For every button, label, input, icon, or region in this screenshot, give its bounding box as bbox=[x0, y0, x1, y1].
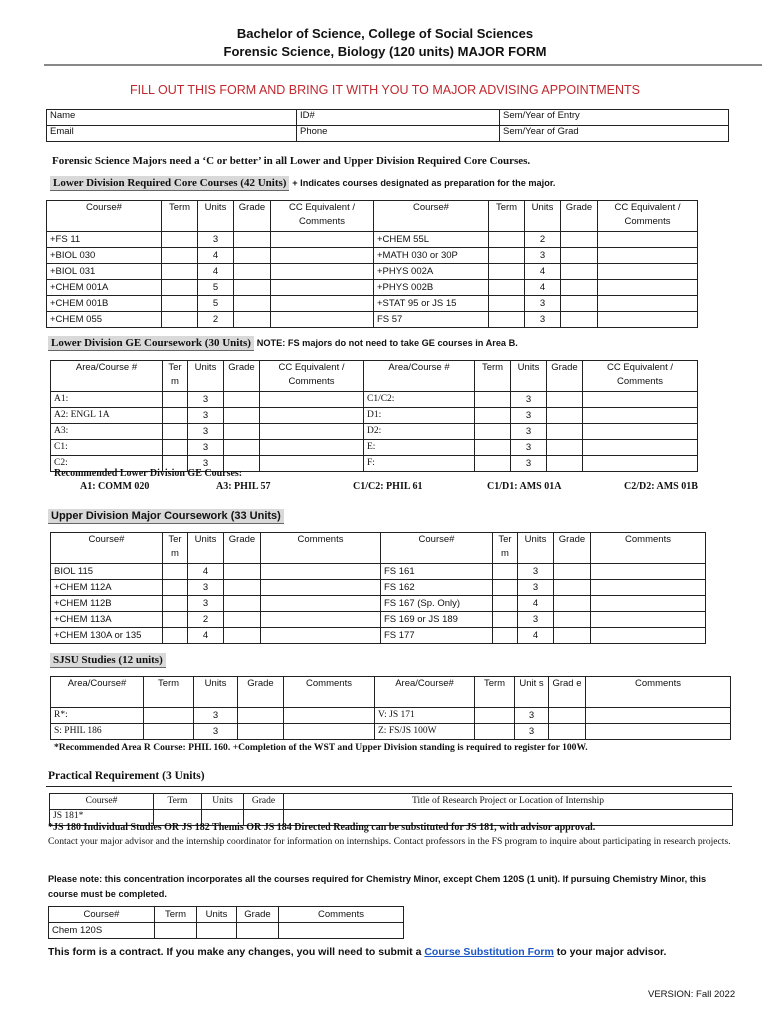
term-cell[interactable] bbox=[162, 296, 198, 312]
term-cell[interactable] bbox=[162, 312, 198, 328]
term-cell[interactable] bbox=[475, 440, 511, 456]
col-header: Term bbox=[144, 677, 194, 708]
term-cell[interactable] bbox=[489, 232, 525, 248]
comments-cell[interactable] bbox=[591, 596, 706, 612]
col-header: Course# bbox=[47, 201, 162, 232]
units-cell: 3 bbox=[515, 724, 549, 740]
course-cell: R*: bbox=[51, 708, 144, 724]
grade-cell[interactable] bbox=[238, 708, 284, 724]
col-header: Title of Research Project or Location of Internship bbox=[284, 794, 733, 810]
contract-text: This form is a contract. If you make any changes, you will need to submit a bbox=[48, 946, 425, 958]
grade-cell[interactable] bbox=[547, 408, 583, 424]
comments-cell[interactable] bbox=[583, 424, 698, 440]
comments-cell[interactable] bbox=[591, 580, 706, 596]
term-cell[interactable] bbox=[163, 564, 188, 580]
units-cell: 3 bbox=[525, 296, 561, 312]
grade-cell[interactable] bbox=[554, 628, 591, 644]
course-cell: A3: bbox=[51, 424, 163, 440]
course-cell: +STAT 95 or JS 15 bbox=[374, 296, 489, 312]
course-cell: +BIOL 030 bbox=[47, 248, 162, 264]
units-cell: 3 bbox=[518, 580, 554, 596]
col-header: Units bbox=[197, 907, 237, 923]
term-cell[interactable] bbox=[162, 280, 198, 296]
col-header: Course# bbox=[51, 533, 163, 564]
units-cell[interactable] bbox=[197, 923, 237, 939]
units-cell: 3 bbox=[511, 408, 547, 424]
comments-cell[interactable] bbox=[591, 612, 706, 628]
col-header: Course# bbox=[381, 533, 493, 564]
col-header: Comments bbox=[279, 907, 404, 923]
term-cell[interactable] bbox=[163, 580, 188, 596]
lower-ge-heading bbox=[48, 337, 518, 349]
course-cell: A1: bbox=[51, 392, 163, 408]
grade-cell[interactable] bbox=[234, 232, 271, 248]
grade-cell[interactable] bbox=[238, 724, 284, 740]
grade-cell[interactable] bbox=[554, 612, 591, 628]
term-cell[interactable] bbox=[475, 724, 515, 740]
col-header: Units bbox=[198, 201, 234, 232]
upper-division-table bbox=[50, 532, 706, 644]
ge-area-b-note: NOTE: FS majors do not need to take GE courses in Area B. bbox=[256, 338, 518, 348]
term-cell[interactable] bbox=[489, 312, 525, 328]
term-cell[interactable] bbox=[163, 628, 188, 644]
term-cell[interactable] bbox=[144, 724, 194, 740]
instruction-banner: FILL OUT THIS FORM AND BRING IT WITH YOU TO MAJOR ADVISING APPOINTMENTS bbox=[129, 83, 641, 97]
grade-cell[interactable] bbox=[547, 440, 583, 456]
term-cell[interactable] bbox=[475, 408, 511, 424]
col-header: Term bbox=[475, 361, 511, 392]
grade-cell[interactable] bbox=[547, 424, 583, 440]
units-cell: 3 bbox=[525, 248, 561, 264]
grade-cell[interactable] bbox=[234, 280, 271, 296]
units-cell: 3 bbox=[515, 708, 549, 724]
sem-grad-field[interactable]: Sem/Year of Grad bbox=[500, 126, 729, 142]
units-cell: 3 bbox=[188, 456, 224, 472]
units-cell: 3 bbox=[188, 440, 224, 456]
comments-cell[interactable] bbox=[598, 248, 698, 264]
course-cell: FS 177 bbox=[381, 628, 493, 644]
course-cell: +CHEM 113A bbox=[51, 612, 163, 628]
col-header: CC Equivalent / Comments bbox=[260, 361, 364, 392]
practical-divider bbox=[46, 786, 732, 787]
comments-cell[interactable] bbox=[261, 564, 381, 580]
col-header: Term bbox=[155, 907, 197, 923]
prep-note: + Indicates courses designated as preparation for the major. bbox=[292, 178, 556, 188]
col-header: Course# bbox=[49, 907, 155, 923]
chem-minor-note: Please note: this concentration incorporates all the courses required for Chemistry Minor, except Chem 120S (1 unit). If pursuing Chemistry Minor, this course must be completed. bbox=[48, 874, 707, 899]
col-header: CC Equivalent / Comments bbox=[583, 361, 698, 392]
col-header: Grade bbox=[234, 201, 271, 232]
col-header: Grade bbox=[561, 201, 598, 232]
units-cell: 4 bbox=[198, 264, 234, 280]
units-cell: 2 bbox=[188, 612, 224, 628]
recommended-c2d2: C2/D2: AMS 01B bbox=[624, 481, 698, 492]
col-header: Course# bbox=[374, 201, 489, 232]
col-header: CC Equivalent / Comments bbox=[598, 201, 698, 232]
course-cell: +CHEM 112A bbox=[51, 580, 163, 596]
term-cell[interactable] bbox=[493, 612, 518, 628]
col-header: Comments bbox=[284, 677, 375, 708]
course-cell: Chem 120S bbox=[49, 923, 155, 939]
recommended-a3: A3: PHIL 57 bbox=[216, 481, 271, 492]
comments-cell[interactable] bbox=[271, 296, 374, 312]
comments-cell[interactable] bbox=[271, 280, 374, 296]
units-cell: 3 bbox=[511, 456, 547, 472]
course-cell: D2: bbox=[364, 424, 475, 440]
lower-core-heading bbox=[50, 177, 555, 189]
units-cell: 4 bbox=[525, 264, 561, 280]
comments-cell[interactable] bbox=[583, 440, 698, 456]
units-cell: 4 bbox=[188, 564, 224, 580]
name-field[interactable]: Name bbox=[47, 110, 297, 126]
grade-cell[interactable] bbox=[234, 296, 271, 312]
comments-cell[interactable] bbox=[271, 232, 374, 248]
col-header: Term bbox=[154, 794, 202, 810]
units-cell: 3 bbox=[511, 440, 547, 456]
col-header: Course# bbox=[50, 794, 154, 810]
grade-cell[interactable] bbox=[224, 628, 261, 644]
units-cell: 4 bbox=[518, 596, 554, 612]
units-cell: 3 bbox=[198, 232, 234, 248]
comments-cell[interactable] bbox=[598, 280, 698, 296]
course-cell: +CHEM 001B bbox=[47, 296, 162, 312]
course-substitution-link[interactable]: Course Substitution Form bbox=[424, 946, 554, 958]
comments-cell[interactable] bbox=[271, 312, 374, 328]
term-cell[interactable] bbox=[162, 232, 198, 248]
col-header: Unit s bbox=[515, 677, 549, 708]
comments-cell[interactable] bbox=[271, 264, 374, 280]
section-title: Lower Division Required Core Courses (42 Units) bbox=[50, 176, 289, 191]
course-cell: FS 167 (Sp. Only) bbox=[381, 596, 493, 612]
comments-cell[interactable] bbox=[598, 312, 698, 328]
grade-cell[interactable] bbox=[561, 264, 598, 280]
grade-cell[interactable] bbox=[561, 248, 598, 264]
comments-cell[interactable] bbox=[260, 440, 364, 456]
course-cell: +CHEM 001A bbox=[47, 280, 162, 296]
email-field[interactable]: Email bbox=[47, 126, 297, 142]
comments-cell[interactable] bbox=[261, 580, 381, 596]
units-cell: 3 bbox=[518, 564, 554, 580]
comments-cell[interactable] bbox=[271, 248, 374, 264]
comments-cell[interactable] bbox=[261, 628, 381, 644]
comments-cell[interactable] bbox=[598, 232, 698, 248]
header-divider bbox=[44, 64, 762, 66]
term-cell[interactable] bbox=[163, 612, 188, 628]
col-header: Grade bbox=[237, 907, 279, 923]
units-cell: 3 bbox=[188, 424, 224, 440]
comments-cell[interactable] bbox=[261, 596, 381, 612]
practical-contact-note: Contact your major advisor and the internship coordinator for information on internships. Contact professors in the FS program to inquire about participating in research projects. bbox=[48, 836, 731, 847]
course-cell: C2: bbox=[51, 456, 163, 472]
contract-text-end: to your major advisor. bbox=[553, 946, 667, 958]
grade-cell[interactable] bbox=[224, 408, 260, 424]
col-header: Grade bbox=[224, 533, 261, 564]
col-header: Area/Course # bbox=[364, 361, 475, 392]
grade-cell[interactable] bbox=[224, 440, 260, 456]
contract-statement bbox=[48, 946, 666, 958]
col-header: Units bbox=[511, 361, 547, 392]
grade-cell[interactable] bbox=[549, 724, 586, 740]
comments-cell[interactable] bbox=[279, 923, 404, 939]
term-cell[interactable] bbox=[163, 440, 188, 456]
grade-cell[interactable] bbox=[561, 312, 598, 328]
grade-cell[interactable] bbox=[561, 296, 598, 312]
form-title-line2: Forensic Science, Biology (120 units) MAJOR FORM bbox=[223, 44, 547, 59]
term-cell[interactable] bbox=[163, 424, 188, 440]
col-header: Ter m bbox=[163, 361, 188, 392]
comments-cell[interactable] bbox=[284, 724, 375, 740]
comments-cell[interactable] bbox=[261, 612, 381, 628]
comments-cell[interactable] bbox=[260, 408, 364, 424]
col-header: Units bbox=[188, 361, 224, 392]
course-cell: Z: FS/JS 100W bbox=[375, 724, 475, 740]
col-header: CC Equivalent / Comments bbox=[271, 201, 374, 232]
lower-core-table bbox=[46, 200, 698, 328]
course-cell: FS 169 or JS 189 bbox=[381, 612, 493, 628]
term-cell[interactable] bbox=[163, 392, 188, 408]
practical-heading: Practical Requirement (3 Units) bbox=[48, 770, 205, 782]
units-cell: 3 bbox=[188, 580, 224, 596]
recommended-c1c2: C1/C2: PHIL 61 bbox=[353, 481, 423, 492]
comments-cell[interactable] bbox=[598, 296, 698, 312]
comments-cell[interactable] bbox=[598, 264, 698, 280]
term-cell[interactable] bbox=[162, 264, 198, 280]
course-cell: FS 57 bbox=[374, 312, 489, 328]
phone-field[interactable]: Phone bbox=[297, 126, 500, 142]
course-cell: F: bbox=[364, 456, 475, 472]
course-cell: E: bbox=[364, 440, 475, 456]
units-cell: 5 bbox=[198, 296, 234, 312]
term-cell[interactable] bbox=[475, 392, 511, 408]
grade-cell[interactable] bbox=[224, 392, 260, 408]
col-header: Comments bbox=[261, 533, 381, 564]
col-header: Units bbox=[188, 533, 224, 564]
grade-cell[interactable] bbox=[224, 612, 261, 628]
grade-cell[interactable] bbox=[234, 264, 271, 280]
course-cell: +MATH 030 or 30P bbox=[374, 248, 489, 264]
recommended-ge-title: Recommended Lower Division GE Courses: bbox=[54, 468, 243, 479]
term-cell[interactable] bbox=[144, 708, 194, 724]
units-cell: 3 bbox=[511, 424, 547, 440]
course-cell: C1/C2: bbox=[364, 392, 475, 408]
term-cell[interactable] bbox=[475, 456, 511, 472]
term-cell[interactable] bbox=[489, 296, 525, 312]
comments-cell[interactable] bbox=[260, 392, 364, 408]
units-cell: 3 bbox=[518, 612, 554, 628]
grade-cell[interactable] bbox=[561, 280, 598, 296]
term-cell[interactable] bbox=[493, 596, 518, 612]
comments-cell[interactable] bbox=[260, 456, 364, 472]
grade-cell[interactable] bbox=[554, 596, 591, 612]
section-title: Lower Division GE Coursework (30 Units) bbox=[48, 336, 254, 351]
col-header: Grade bbox=[554, 533, 591, 564]
col-header: Term bbox=[489, 201, 525, 232]
col-header: Units bbox=[202, 794, 244, 810]
course-cell: +CHEM 112B bbox=[51, 596, 163, 612]
course-cell: +FS 11 bbox=[47, 232, 162, 248]
course-cell: JS 181* bbox=[50, 810, 154, 826]
col-header: Term bbox=[475, 677, 515, 708]
lower-ge-table bbox=[50, 360, 698, 472]
units-cell: 2 bbox=[198, 312, 234, 328]
course-cell: V: JS 171 bbox=[375, 708, 475, 724]
units-cell: 5 bbox=[198, 280, 234, 296]
term-cell[interactable] bbox=[493, 564, 518, 580]
grade-cell[interactable] bbox=[234, 312, 271, 328]
course-cell: FS 162 bbox=[381, 580, 493, 596]
comments-cell[interactable] bbox=[583, 408, 698, 424]
grade-cell[interactable] bbox=[547, 456, 583, 472]
grade-cell[interactable] bbox=[224, 596, 261, 612]
term-cell[interactable] bbox=[493, 580, 518, 596]
units-cell: 3 bbox=[194, 724, 238, 740]
term-cell[interactable] bbox=[163, 408, 188, 424]
practical-substitution-note: *JS 180 Individual Studies OR JS 182 Themis OR JS 184 Directed Reading can be substituted for JS 181, with advisor approval. bbox=[48, 822, 596, 833]
course-cell: +PHYS 002A bbox=[374, 264, 489, 280]
sjsu-heading bbox=[50, 654, 166, 666]
col-header: Ter m bbox=[163, 533, 188, 564]
grade-cell[interactable] bbox=[547, 392, 583, 408]
units-cell: 4 bbox=[188, 628, 224, 644]
col-header: Units bbox=[525, 201, 561, 232]
recommended-a1: A1: COMM 020 bbox=[80, 481, 150, 492]
recommended-c1d1: C1/D1: AMS 01A bbox=[487, 481, 562, 492]
col-header: Grade bbox=[238, 677, 284, 708]
term-cell[interactable] bbox=[489, 280, 525, 296]
grade-cell[interactable] bbox=[237, 923, 279, 939]
chem-120s-table bbox=[48, 906, 404, 939]
core-requirement-note: Forensic Science Majors need a ‘C or better’ in all Lower and Upper Division Required Core Courses. bbox=[52, 155, 531, 167]
grade-cell[interactable] bbox=[224, 424, 260, 440]
term-cell[interactable] bbox=[475, 424, 511, 440]
grade-cell[interactable] bbox=[561, 232, 598, 248]
grade-cell[interactable] bbox=[554, 580, 591, 596]
term-cell[interactable] bbox=[155, 923, 197, 939]
id-field[interactable]: ID# bbox=[297, 110, 500, 126]
col-header: Area/Course# bbox=[375, 677, 475, 708]
grade-cell[interactable] bbox=[549, 708, 586, 724]
grade-cell[interactable] bbox=[234, 248, 271, 264]
comments-cell[interactable] bbox=[591, 628, 706, 644]
comments-cell[interactable] bbox=[284, 708, 375, 724]
comments-cell[interactable] bbox=[583, 392, 698, 408]
col-header: Area/Course # bbox=[51, 361, 163, 392]
comments-cell[interactable] bbox=[583, 456, 698, 472]
course-cell: BIOL 115 bbox=[51, 564, 163, 580]
sjsu-note: *Recommended Area R Course: PHIL 160. +Completion of the WST and Upper Division standing is required to register for 100W. bbox=[54, 742, 588, 753]
course-cell: S: PHIL 186 bbox=[51, 724, 144, 740]
course-cell: +BIOL 031 bbox=[47, 264, 162, 280]
col-header: Comments bbox=[591, 533, 706, 564]
units-cell: 3 bbox=[525, 312, 561, 328]
col-header: Grade bbox=[547, 361, 583, 392]
term-cell[interactable] bbox=[489, 248, 525, 264]
units-cell: 4 bbox=[518, 628, 554, 644]
course-cell: D1: bbox=[364, 408, 475, 424]
units-cell: 4 bbox=[525, 280, 561, 296]
upper-heading bbox=[48, 510, 284, 522]
term-cell[interactable] bbox=[475, 708, 515, 724]
comments-cell[interactable] bbox=[591, 564, 706, 580]
course-cell: +CHEM 055 bbox=[47, 312, 162, 328]
grade-cell[interactable] bbox=[554, 564, 591, 580]
col-header: Comments bbox=[586, 677, 731, 708]
col-header: Term bbox=[162, 201, 198, 232]
col-header: Units bbox=[518, 533, 554, 564]
term-cell[interactable] bbox=[163, 596, 188, 612]
col-header: Units bbox=[194, 677, 238, 708]
section-title: Upper Division Major Coursework (33 Units) bbox=[48, 509, 284, 524]
units-cell: 3 bbox=[511, 392, 547, 408]
sem-entry-field[interactable]: Sem/Year of Entry bbox=[500, 110, 729, 126]
course-cell: A2: ENGL 1A bbox=[51, 408, 163, 424]
course-cell: +CHEM 130A or 135 bbox=[51, 628, 163, 644]
sjsu-studies-table bbox=[50, 676, 731, 740]
form-title-line1: Bachelor of Science, College of Social Sciences bbox=[236, 26, 534, 41]
col-header: Grade bbox=[244, 794, 284, 810]
term-cell[interactable] bbox=[493, 628, 518, 644]
course-cell: +CHEM 55L bbox=[374, 232, 489, 248]
col-header: Area/Course# bbox=[51, 677, 144, 708]
version-label: VERSION: Fall 2022 bbox=[648, 989, 736, 1000]
section-title: SJSU Studies (12 units) bbox=[50, 653, 166, 668]
units-cell: 3 bbox=[188, 408, 224, 424]
comments-cell[interactable] bbox=[586, 708, 731, 724]
units-cell: 2 bbox=[525, 232, 561, 248]
units-cell: 3 bbox=[194, 708, 238, 724]
grade-cell[interactable] bbox=[224, 564, 261, 580]
units-cell: 4 bbox=[198, 248, 234, 264]
term-cell[interactable] bbox=[489, 264, 525, 280]
units-cell: 3 bbox=[188, 596, 224, 612]
course-cell: C1: bbox=[51, 440, 163, 456]
student-info-table bbox=[46, 109, 729, 142]
col-header: Ter m bbox=[493, 533, 518, 564]
col-header: Grade bbox=[224, 361, 260, 392]
term-cell[interactable] bbox=[162, 248, 198, 264]
col-header: Grad e bbox=[549, 677, 586, 708]
comments-cell[interactable] bbox=[260, 424, 364, 440]
course-cell: +PHYS 002B bbox=[374, 280, 489, 296]
grade-cell[interactable] bbox=[224, 580, 261, 596]
comments-cell[interactable] bbox=[586, 724, 731, 740]
course-cell: FS 161 bbox=[381, 564, 493, 580]
units-cell: 3 bbox=[188, 392, 224, 408]
